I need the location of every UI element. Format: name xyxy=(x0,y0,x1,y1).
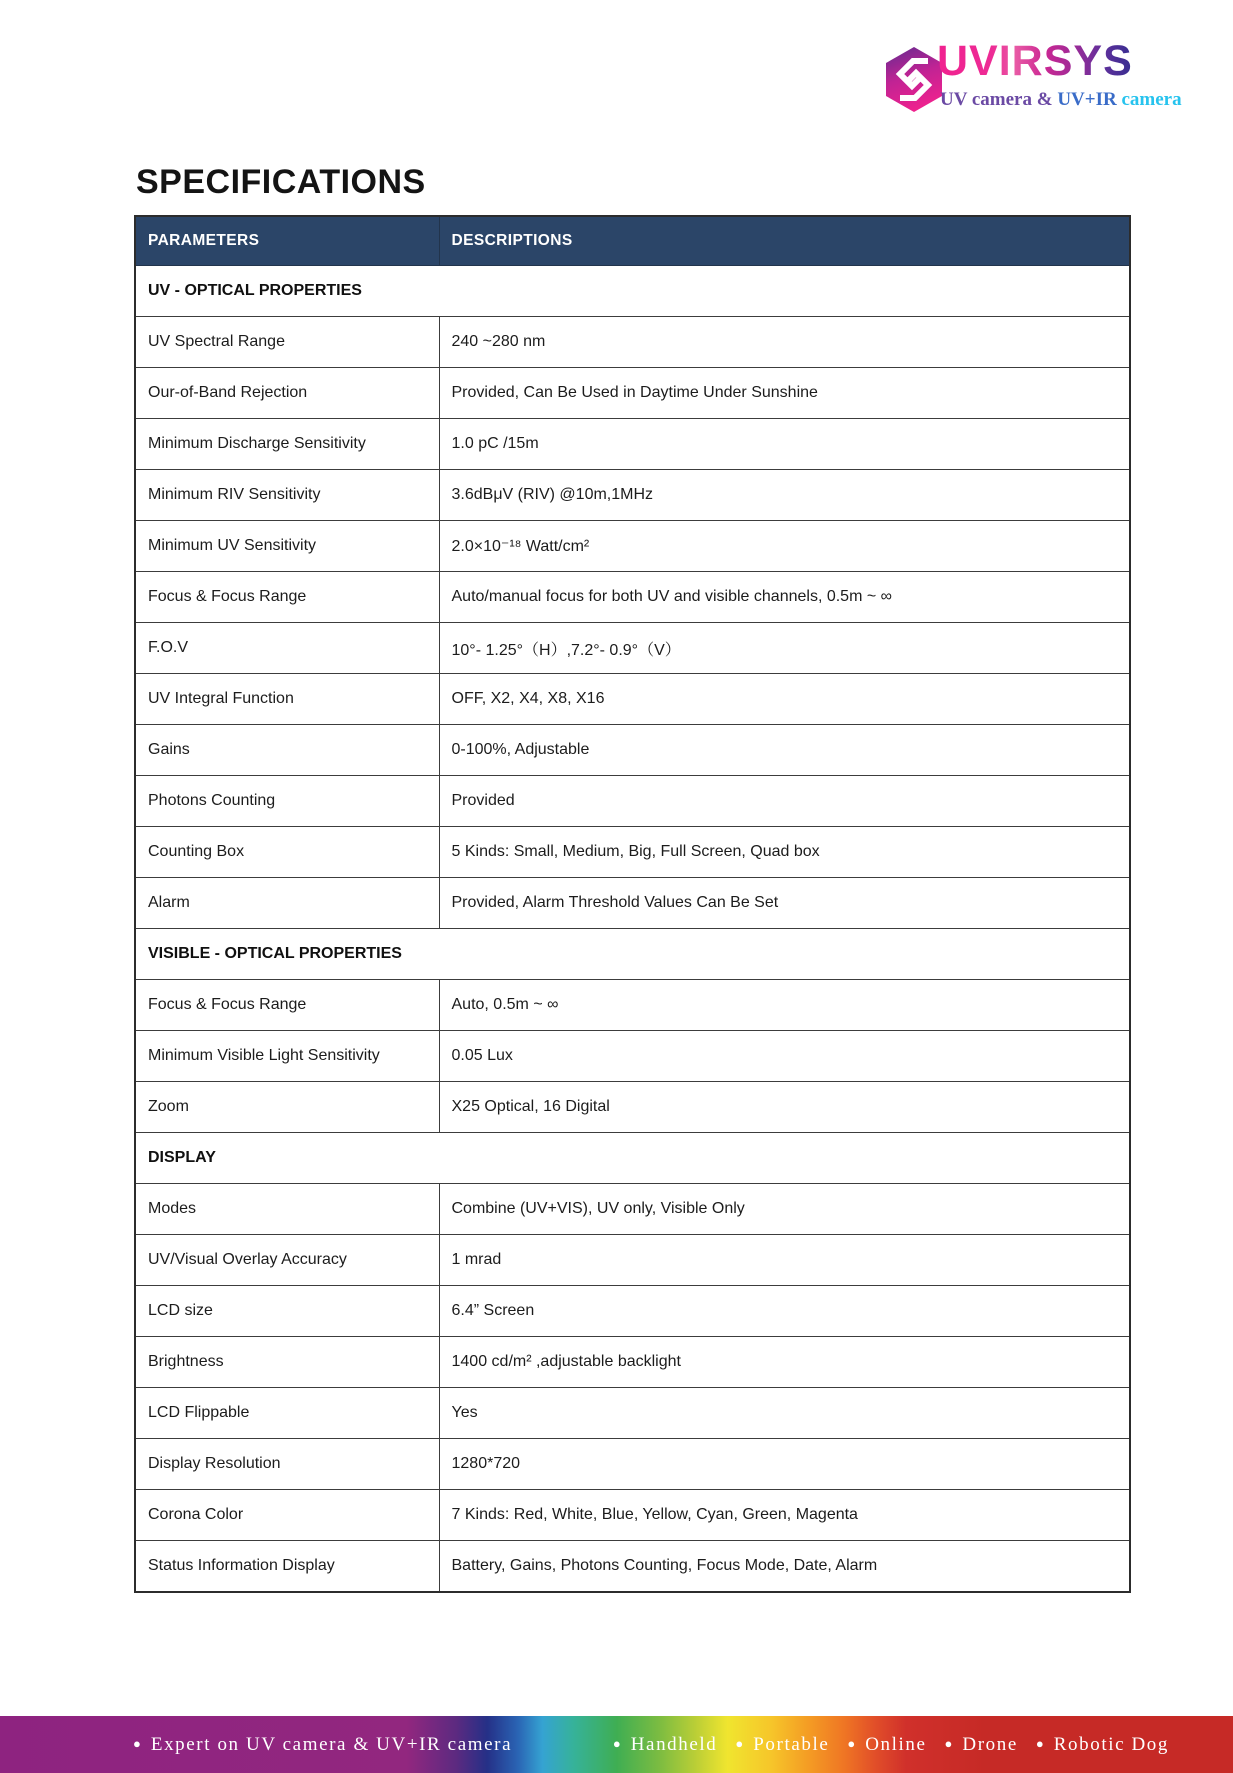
spec-row xyxy=(135,980,1130,1031)
description-cell: Auto/manual focus for both UV and visible channels, 0.5m ~ ∞ xyxy=(439,572,1130,623)
footer-left-item xyxy=(133,1734,512,1756)
footer-item-label: Online xyxy=(865,1733,927,1755)
spec-row xyxy=(135,470,1130,521)
spec-row xyxy=(135,878,1130,929)
footer-item xyxy=(847,1734,926,1756)
parameter-cell: UV Integral Function xyxy=(135,674,439,725)
spec-row xyxy=(135,674,1130,725)
section-row xyxy=(135,266,1130,317)
tagline-camera: camera xyxy=(1121,89,1182,110)
spec-row xyxy=(135,1439,1130,1490)
description-cell: 3.6dBμV (RIV) @10m,1MHz xyxy=(439,470,1130,521)
description-cell: 10°- 1.25°（H）,7.2°- 0.9°（V） xyxy=(439,623,1130,674)
parameter-cell: Minimum UV Sensitivity xyxy=(135,521,439,572)
section-label: DISPLAY xyxy=(135,1133,1130,1184)
spec-row xyxy=(135,1337,1130,1388)
footer-right-items xyxy=(613,1734,1169,1756)
parameter-cell: Gains xyxy=(135,725,439,776)
parameter-cell: LCD Flippable xyxy=(135,1388,439,1439)
description-cell: 1.0 pC /15m xyxy=(439,419,1130,470)
footer-item xyxy=(1036,1734,1169,1756)
section-row xyxy=(135,1133,1130,1184)
spec-row xyxy=(135,1541,1130,1593)
column-header-parameters: PARAMETERS xyxy=(135,216,439,266)
description-cell: 240 ~280 nm xyxy=(439,317,1130,368)
table-header-row xyxy=(135,216,1130,266)
spec-row xyxy=(135,368,1130,419)
description-cell: OFF, X2, X4, X8, X16 xyxy=(439,674,1130,725)
parameter-cell: Minimum Discharge Sensitivity xyxy=(135,419,439,470)
tagline-uvir: UV+IR xyxy=(1057,89,1122,110)
footer-item-label: Portable xyxy=(753,1733,830,1755)
spec-row xyxy=(135,521,1130,572)
specifications-table xyxy=(134,215,1131,1593)
page-title: SPECIFICATIONS xyxy=(136,163,426,201)
spec-row xyxy=(135,1082,1130,1133)
footer-item xyxy=(613,1734,718,1756)
spec-row xyxy=(135,1235,1130,1286)
description-cell: Combine (UV+VIS), UV only, Visible Only xyxy=(439,1184,1130,1235)
spec-row xyxy=(135,725,1130,776)
description-cell: 1280*720 xyxy=(439,1439,1130,1490)
description-cell: 5 Kinds: Small, Medium, Big, Full Screen, Quad box xyxy=(439,827,1130,878)
parameter-cell: Status Information Display xyxy=(135,1541,439,1593)
spec-row xyxy=(135,317,1130,368)
parameter-cell: Display Resolution xyxy=(135,1439,439,1490)
footer-item xyxy=(945,1734,1018,1756)
spec-row xyxy=(135,1184,1130,1235)
description-cell: 1 mrad xyxy=(439,1235,1130,1286)
parameter-cell: Counting Box xyxy=(135,827,439,878)
parameter-cell: Our-of-Band Rejection xyxy=(135,368,439,419)
footer-item-label: Drone xyxy=(962,1733,1018,1755)
section-row xyxy=(135,929,1130,980)
parameter-cell: Minimum RIV Sensitivity xyxy=(135,470,439,521)
description-cell: 2.0×10⁻¹⁸ Watt/cm² xyxy=(439,521,1130,572)
brand-tagline xyxy=(940,89,1182,111)
description-cell: Battery, Gains, Photons Counting, Focus Mode, Date, Alarm xyxy=(439,1541,1130,1593)
bullet-icon: ● xyxy=(847,1735,856,1751)
bullet-icon: ● xyxy=(735,1735,744,1751)
parameter-cell: Minimum Visible Light Sensitivity xyxy=(135,1031,439,1082)
description-cell: 0.05 Lux xyxy=(439,1031,1130,1082)
description-cell: Provided xyxy=(439,776,1130,827)
parameter-cell: Brightness xyxy=(135,1337,439,1388)
spec-row xyxy=(135,1388,1130,1439)
spec-row xyxy=(135,419,1130,470)
section-label: UV - OPTICAL PROPERTIES xyxy=(135,266,1130,317)
footer-item xyxy=(735,1734,829,1756)
brand-name: UVIRSYS xyxy=(937,37,1133,85)
uvirsys-hexagon-icon xyxy=(883,46,945,113)
description-cell: 6.4” Screen xyxy=(439,1286,1130,1337)
spec-row xyxy=(135,827,1130,878)
spec-row xyxy=(135,623,1130,674)
section-label: VISIBLE - OPTICAL PROPERTIES xyxy=(135,929,1130,980)
footer-bar xyxy=(0,1716,1233,1773)
parameter-cell: LCD size xyxy=(135,1286,439,1337)
description-cell: Auto, 0.5m ~ ∞ xyxy=(439,980,1130,1031)
parameter-cell: Photons Counting xyxy=(135,776,439,827)
footer-left-label: Expert on UV camera & UV+IR camera xyxy=(150,1733,513,1755)
parameter-cell: Focus & Focus Range xyxy=(135,980,439,1031)
parameter-cell: UV Spectral Range xyxy=(135,317,439,368)
parameter-cell: Modes xyxy=(135,1184,439,1235)
bullet-icon: ● xyxy=(133,1735,141,1751)
description-cell: Provided, Alarm Threshold Values Can Be Set xyxy=(439,878,1130,929)
spec-row xyxy=(135,1031,1130,1082)
description-cell: X25 Optical, 16 Digital xyxy=(439,1082,1130,1133)
parameter-cell: Corona Color xyxy=(135,1490,439,1541)
tagline-uv-camera: UV camera & xyxy=(940,89,1058,110)
bullet-icon: ● xyxy=(612,1735,621,1751)
parameter-cell: Alarm xyxy=(135,878,439,929)
description-cell: 7 Kinds: Red, White, Blue, Yellow, Cyan, Green, Magenta xyxy=(439,1490,1130,1541)
description-cell: 0-100%, Adjustable xyxy=(439,725,1130,776)
footer-item-label: Handheld xyxy=(630,1733,718,1755)
spec-row xyxy=(135,776,1130,827)
parameter-cell: UV/Visual Overlay Accuracy xyxy=(135,1235,439,1286)
spec-row xyxy=(135,572,1130,623)
bullet-icon: ● xyxy=(1035,1735,1044,1751)
spec-row xyxy=(135,1286,1130,1337)
bullet-icon: ● xyxy=(944,1735,953,1751)
description-cell: Yes xyxy=(439,1388,1130,1439)
spec-row xyxy=(135,1490,1130,1541)
parameter-cell: Zoom xyxy=(135,1082,439,1133)
description-cell: 1400 cd/m² ,adjustable backlight xyxy=(439,1337,1130,1388)
column-header-descriptions: DESCRIPTIONS xyxy=(439,216,1130,266)
spec-table-body xyxy=(135,266,1130,1593)
parameter-cell: Focus & Focus Range xyxy=(135,572,439,623)
description-cell: Provided, Can Be Used in Daytime Under Sunshine xyxy=(439,368,1130,419)
footer-item-label: Robotic Dog xyxy=(1053,1733,1169,1755)
parameter-cell: F.O.V xyxy=(135,623,439,674)
